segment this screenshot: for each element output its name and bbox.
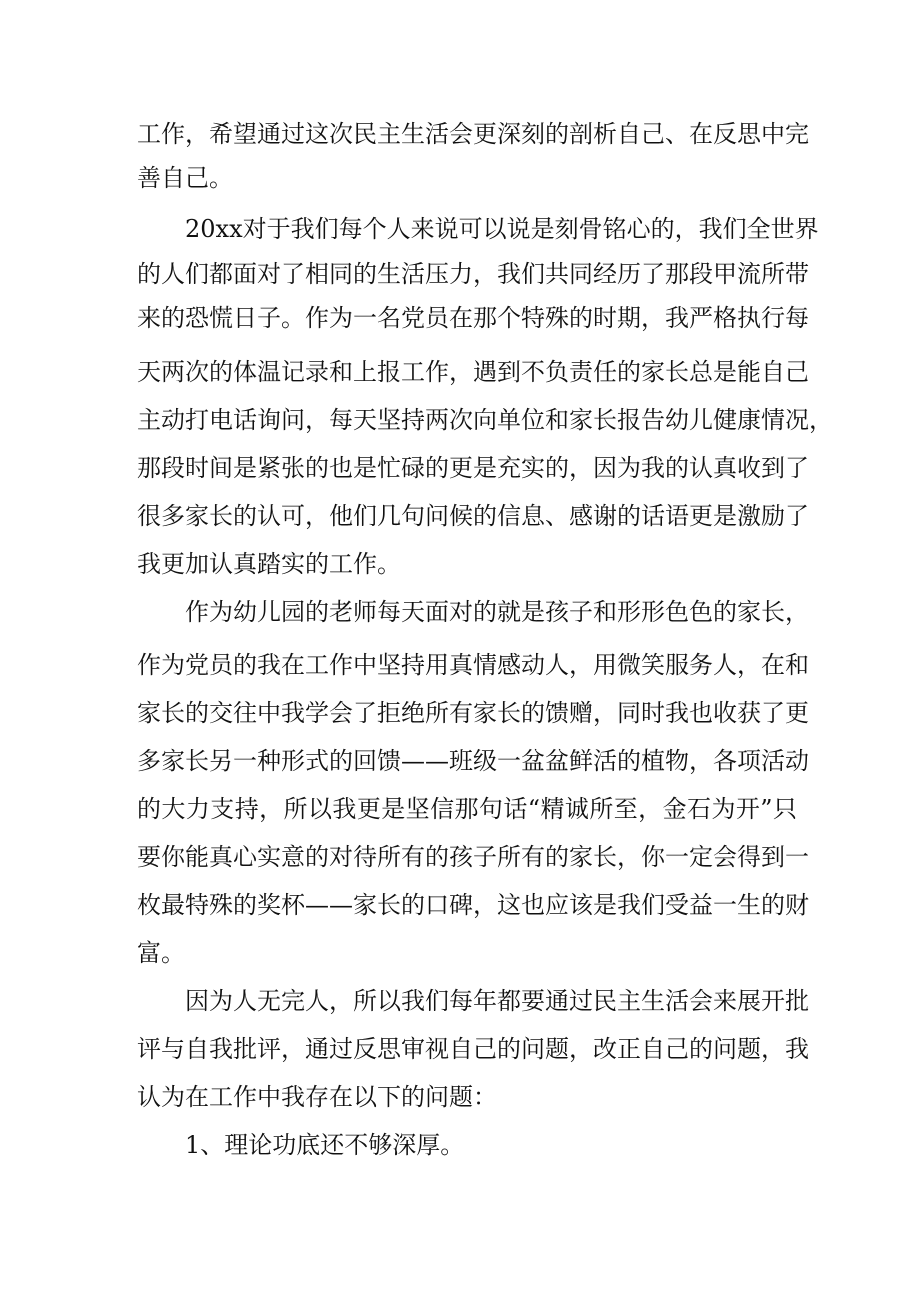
text-line: 富。	[137, 939, 185, 967]
text-line: 善自己。	[137, 164, 233, 192]
text-line: 我更加认真踏实的工作。	[137, 550, 401, 578]
text-line: 很多家长的认可，他们几句问候的信息、感谢的话语更是激励了	[137, 502, 809, 530]
text-line: 来的恐慌日子。作为一名党员在那个特殊的时期，我严格执行每	[137, 304, 809, 332]
text-line: 多家长另一种形式的回馈——班级一盆盆鲜活的植物，各项活动	[137, 747, 809, 775]
text-line: 要你能真心实意的对待所有的孩子所有的家长，你一定会得到一	[137, 843, 809, 871]
text-line: 评与自我批评，通过反思审视自己的问题，改正自己的问题，我	[137, 1035, 809, 1063]
list-item: 1、理论功底还不够深厚。	[185, 1131, 465, 1159]
text-line: 认为在工作中我存在以下的问题：	[137, 1083, 497, 1111]
text-line: 家长的交往中我学会了拒绝所有家长的馈赠，同时我也收获了更	[137, 699, 809, 727]
text-line: 枚最特殊的奖杯——家长的口碑，这也应该是我们受益一生的财	[137, 891, 809, 919]
paragraph-start-line: 20xx对于我们每个人来说可以说是刻骨铭心的，我们全世界	[185, 215, 819, 243]
text-line: 那段时间是紧张的也是忙碌的更是充实的，因为我的认真收到了	[137, 454, 809, 482]
paragraph-start-line: 作为幼儿园的老师每天面对的就是孩子和形形色色的家长，	[185, 598, 809, 626]
text-line: 工作，希望通过这次民主生活会更深刻的剖析自己、在反思中完	[137, 120, 809, 148]
text-line: 的人们都面对了相同的生活压力，我们共同经历了那段甲流所带	[137, 260, 809, 288]
text-line: 作为党员的我在工作中坚持用真情感动人，用微笑服务人，在和	[137, 651, 809, 679]
paragraph-start-line: 因为人无完人，所以我们每年都要通过民主生活会来展开批	[185, 987, 809, 1015]
text-line: 的大力支持，所以我更是坚信那句话“精诚所至，金石为开”只	[137, 795, 797, 823]
text-line: 天两次的体温记录和上报工作，遇到不负责任的家长总是能自己	[137, 358, 809, 386]
text-line: 主动打电话询问，每天坚持两次向单位和家长报告幼儿健康情况，	[137, 406, 833, 434]
